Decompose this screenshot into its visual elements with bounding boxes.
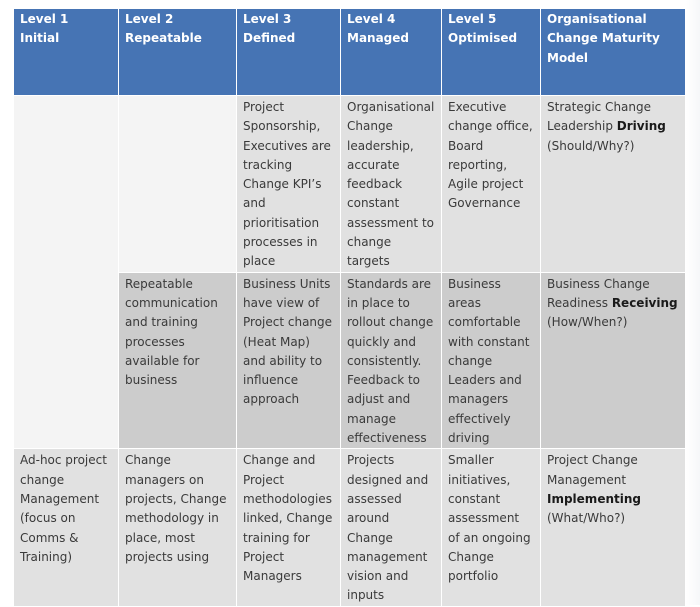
readiness-level-4-cell: Standards are in place to rollout change quickly and consistently. Feedback to adjust and manage effectiveness [341,272,442,449]
readiness-model-cell [541,272,686,449]
header-level-3-name: Defined [243,31,296,46]
readiness-level-5-cell: Business areas comfortable with constant change Leaders and managers effectively driving [442,272,541,449]
header-level-5-number: Level 5 [448,12,497,26]
header-level-3 [237,9,341,96]
strategic-model-cell [541,96,686,273]
implementing-row [14,449,686,606]
implementing-level-2-cell: Change managers on projects, Change methodology in place, most projects using [119,449,237,606]
header-level-2-name: Repeatable [125,31,202,46]
header-level-1-number: Level 1 [20,12,69,26]
header-level-1 [14,9,119,96]
page-edge-shade [686,0,700,605]
implementing-model-cell [541,449,686,606]
implementing-level-5-cell: Smaller initiatives, constant assessment of an ongoing Change portfolio [442,449,541,606]
implementing-model-question: (What/Who?) [547,511,626,526]
header-level-2-number: Level 2 [125,12,174,26]
readiness-model-question: (How/When?) [547,315,628,330]
header-level-2 [119,9,237,96]
header-level-4-name: Managed [347,31,409,46]
readiness-model-bold: Receiving [611,295,678,310]
implementing-level-1-cell: Ad-hoc project change Management (focus on Comms & Training) [14,449,119,606]
header-level-3-number: Level 3 [243,12,292,26]
readiness-level-2-cell: Repeatable communication and training processes available for business [119,272,237,449]
readiness-model-text: Business Change Readiness [547,276,650,310]
strategic-model-text: Strategic Change Leadership [547,100,652,134]
implementing-model-bold: Implementing [547,491,641,506]
header-model [541,9,686,96]
implementing-level-3-cell: Change and Project methodologies linked, Change training for Project Managers [237,449,341,606]
change-maturity-table [13,8,686,607]
strategic-model-question: (Should/Why?) [547,138,635,153]
level-1-empty-cell [14,96,119,449]
strategic-row [14,96,686,273]
implementing-level-4-cell: Projects designed and assessed around Change management vision and inputs [341,449,442,606]
header-level-5 [442,9,541,96]
strategic-level-4-cell: Organisational Change leadership, accurate feedback constant assessment to change targets [341,96,442,273]
implementing-model-text: Project Change Management [547,453,638,487]
header-level-5-name: Optimised [448,31,518,46]
level-2-empty-cell [119,96,237,273]
header-level-4-number: Level 4 [347,12,396,26]
header-level-1-name: Initial [20,31,60,46]
readiness-level-3-cell: Business Units have view of Project change (Heat Map) and ability to influence approach [237,272,341,449]
header-model-title: Organisational Change Maturity Model [547,12,660,65]
strategic-level-5-cell: Executive change office, Board reporting, Agile project Governance [442,96,541,273]
strategic-model-bold: Driving [616,119,666,134]
strategic-level-3-cell: Project Sponsorship, Executives are tracking Change KPI’s and prioritisation processes in place [237,96,341,273]
header-row [14,9,686,96]
header-level-4 [341,9,442,96]
